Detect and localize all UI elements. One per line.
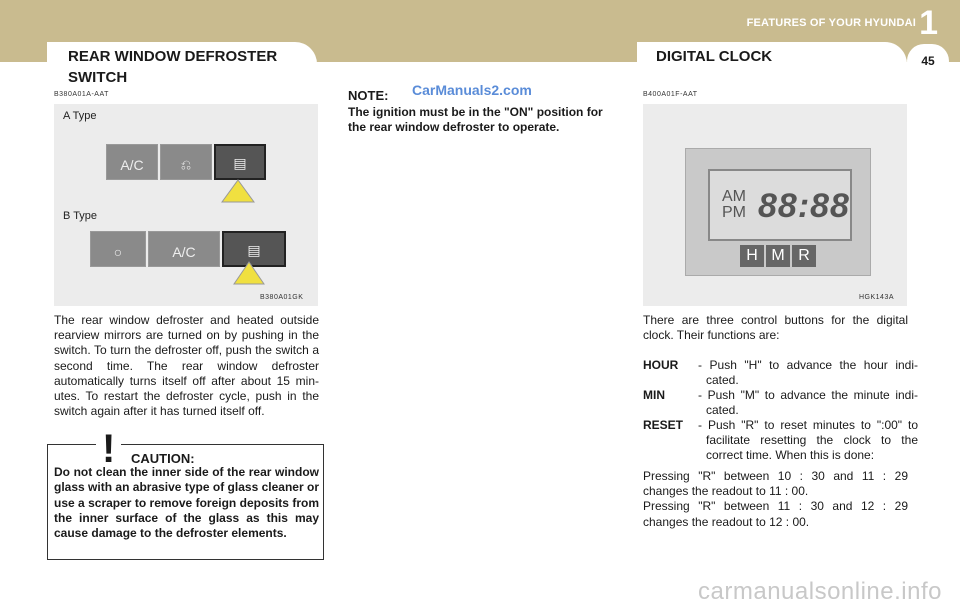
- clock-bezel: [685, 148, 871, 276]
- footer-watermark: carmanualsonline.info: [698, 578, 942, 605]
- function-hour: HOUR - Push "H" to advance the hour indi-cated.: [643, 358, 918, 388]
- right-section-code: B400A01F-AAT: [643, 91, 698, 98]
- section-header: FEATURES OF YOUR HYUNDAI: [746, 17, 916, 29]
- arrow-up-icon: [220, 178, 256, 204]
- defroster-button-a: [214, 144, 266, 180]
- left-image-code: B380A01GK: [260, 294, 304, 301]
- front-defroster-icon: ○: [113, 244, 123, 260]
- defroster-icon: ▤: [247, 242, 261, 258]
- clock-reset-examples: Pressing "R" between 10 : 30 and 11 : 29 changes the readout to 11 : 00. Pressing "R" between 11 : 30 and 12 : 29 changes the readout to 12 : 00.: [643, 469, 908, 529]
- hour-button: H: [740, 245, 764, 267]
- left-section-title: REAR WINDOW DEFROSTER SWITCH: [68, 48, 278, 86]
- clock-digits: 88:88: [758, 187, 850, 225]
- left-section-code: B380A01A-AAT: [54, 91, 109, 98]
- caution-title: CAUTION:: [131, 451, 195, 466]
- minute-button: M: [766, 245, 790, 267]
- clock-ampm: AM PM: [722, 188, 746, 221]
- chapter-number: 1: [919, 4, 938, 42]
- note-body: The ignition must be in the "ON" position for the rear window defroster to operate.: [348, 105, 603, 134]
- recirculation-icon: ⎌: [180, 157, 192, 172]
- warning-icon: !: [96, 427, 121, 471]
- page-number: 45: [907, 44, 949, 78]
- right-section-title: DIGITAL CLOCK: [656, 48, 773, 65]
- reset-button: R: [792, 245, 816, 267]
- caution-box: [47, 427, 324, 560]
- right-image-code: HGK143A: [859, 294, 895, 301]
- defroster-description: The rear window defroster and heated outside rearview mirrors are turned on by pushing in the switch. To turn the defroster off, push the switch a second time. The rear window defroster automatically turns itself off after about 15 min-utes. To restart the defroster cycle, push in the switch again after it has turned itself off.: [54, 313, 319, 419]
- caution-body: Do not clean the inner side of the rear window glass with an abrasive type of glass cleaner or use a scraper to remove foreign deposits from the inner surface of the glass as this may cause damage to the defroster elements.: [54, 465, 319, 541]
- site-watermark[interactable]: CarManuals2.com: [412, 82, 532, 98]
- clock-display: [708, 169, 852, 241]
- defroster-switch-figure: [54, 104, 318, 306]
- clock-buttons: [740, 245, 816, 267]
- function-min: MIN - Push "M" to advance the minute indi-cated.: [643, 388, 918, 418]
- clock-intro: There are three control buttons for the digital clock. Their functions are:: [643, 313, 908, 343]
- ac-button-a: A/C: [106, 144, 158, 180]
- note-title: NOTE:: [348, 88, 389, 103]
- type-a-label: A Type: [63, 110, 97, 122]
- arrow-up-icon: [232, 260, 266, 286]
- front-defroster-button-b: [90, 231, 146, 267]
- defroster-icon: ▤: [233, 155, 247, 171]
- type-b-label: B Type: [63, 210, 98, 222]
- recirculation-button-a: [160, 144, 212, 180]
- digital-clock-figure: [643, 104, 907, 306]
- function-reset: RESET - Push "R" to reset minutes to ":00" to facilitate resetting the clock to the correct time. When this is done:: [643, 418, 918, 463]
- ac-button-b: A/C: [148, 231, 220, 267]
